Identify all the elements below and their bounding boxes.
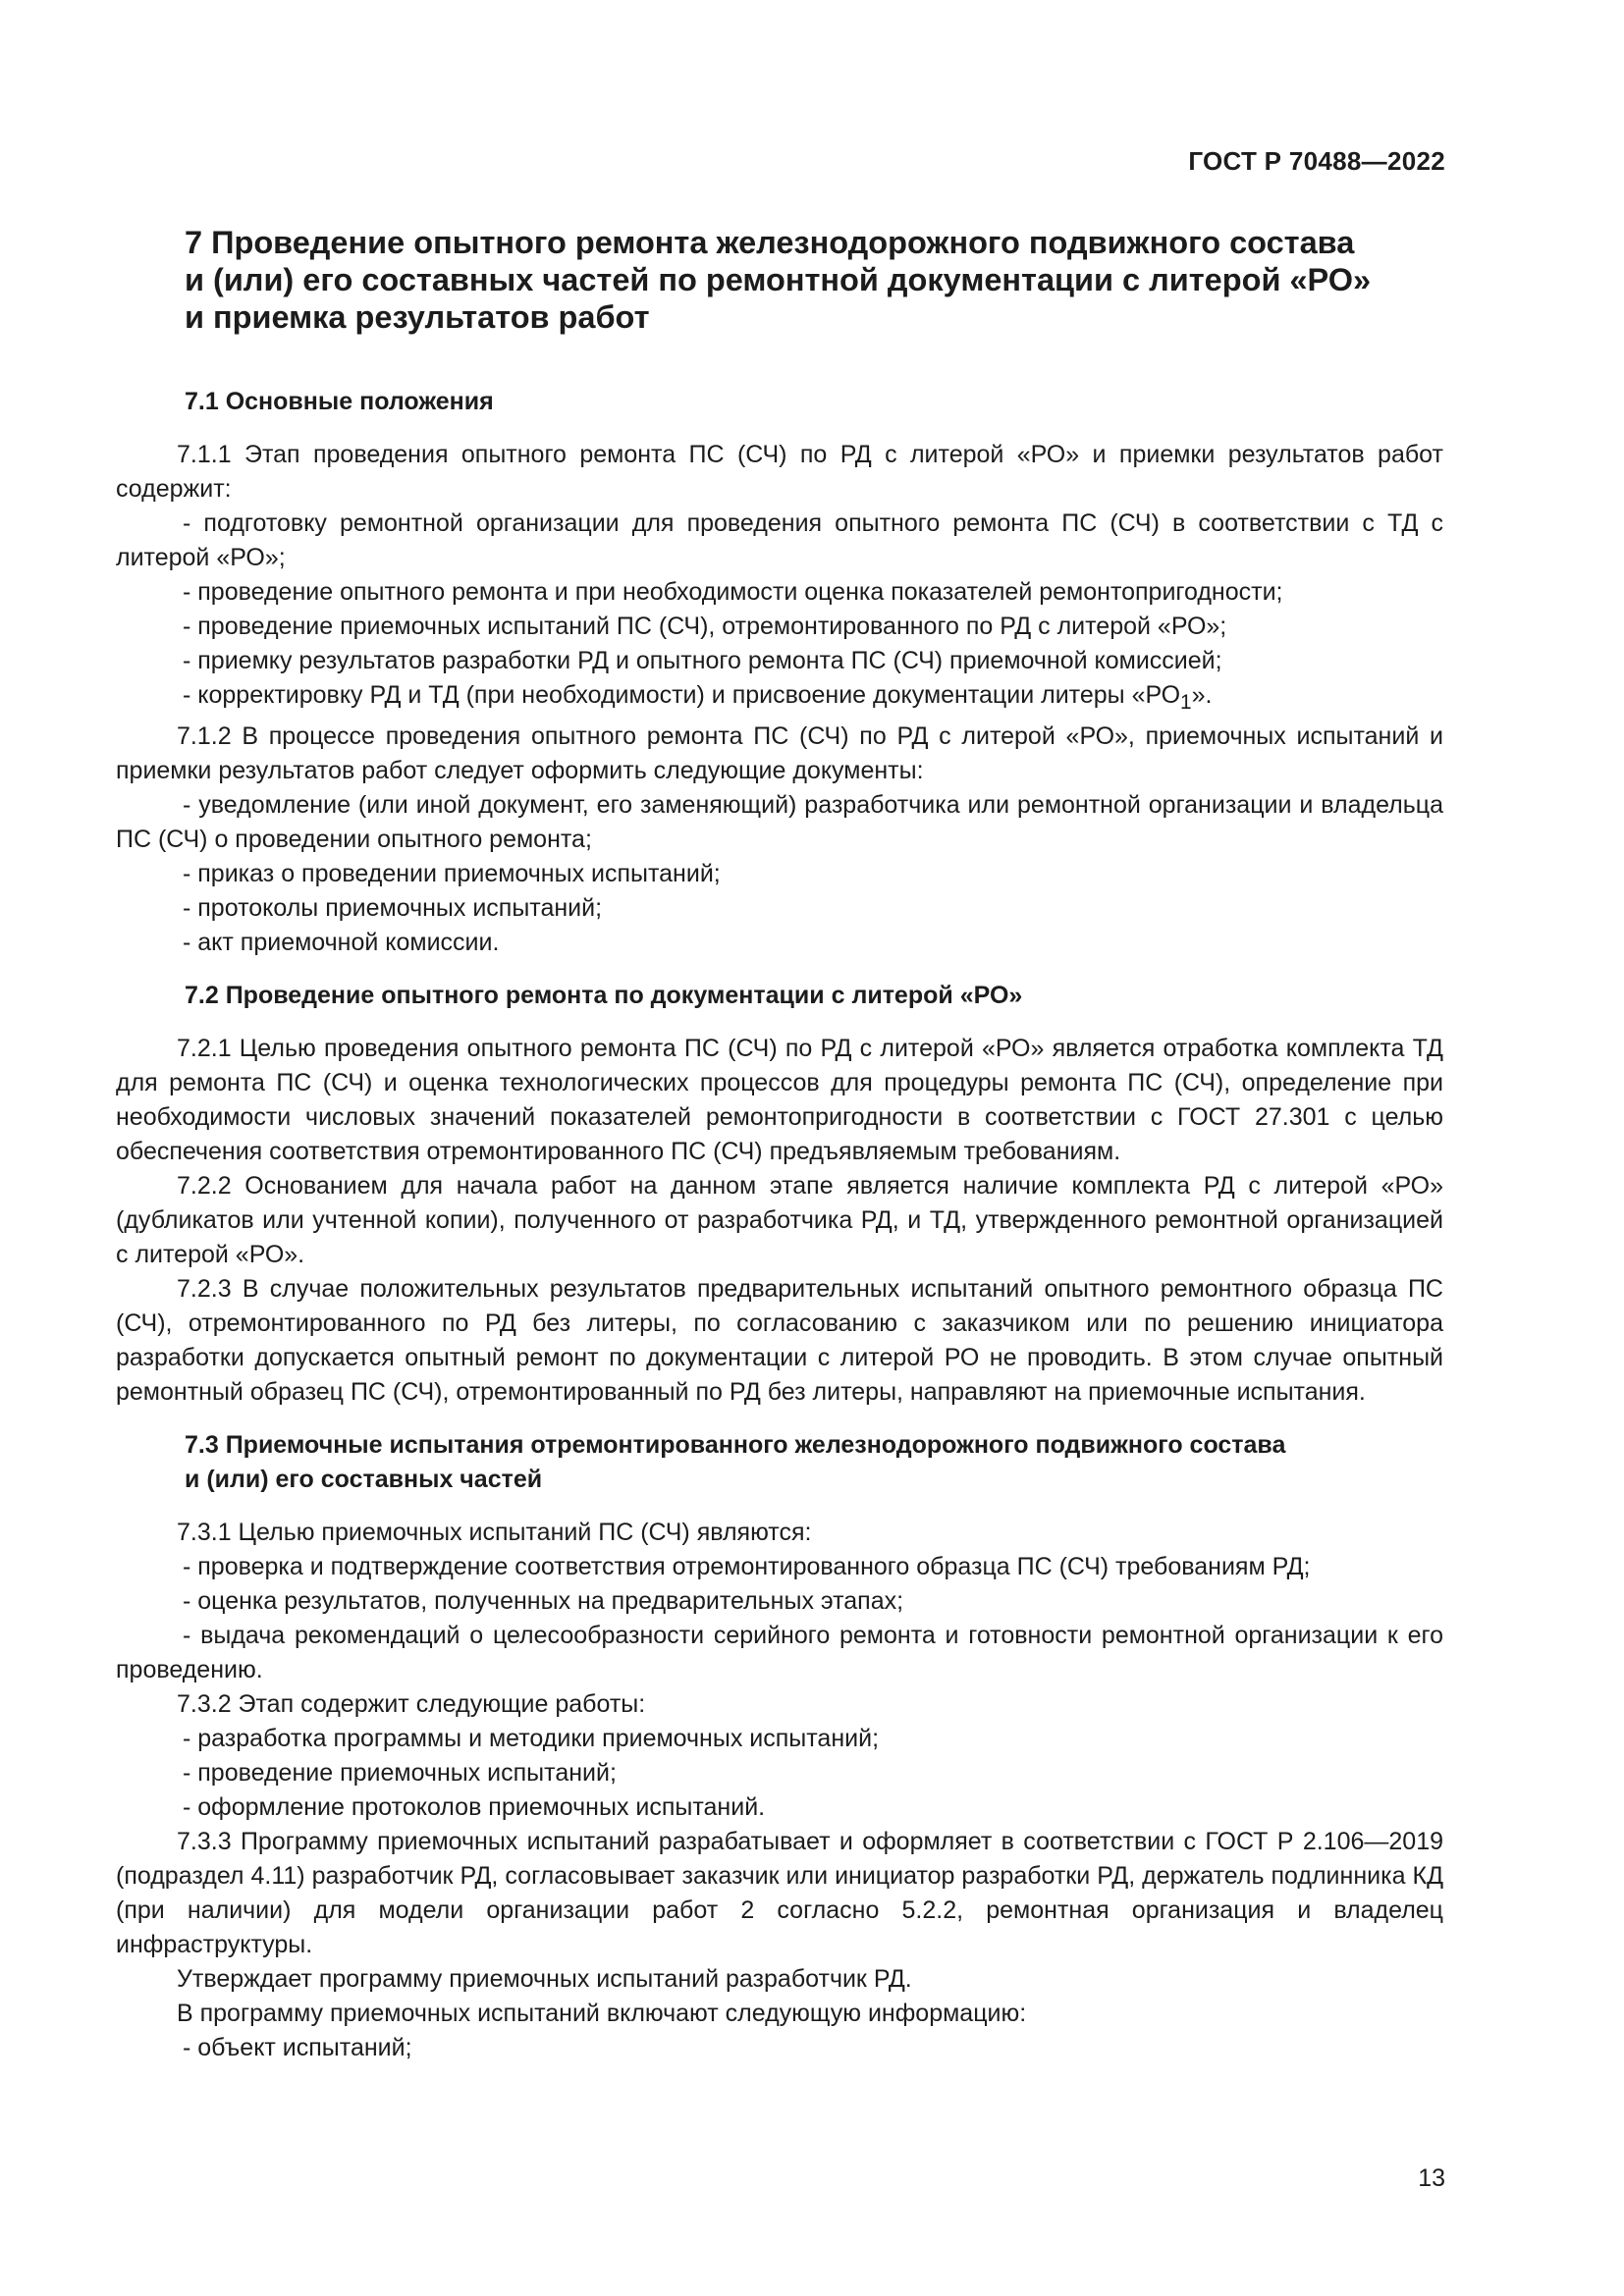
list-item: - проведение опытного ремонта и при необходимости оценка показателей ремонтопригодности; [183,578,1283,606]
literal-subscript: 1 [1180,691,1192,714]
paragraph-7-3-1: 7.3.1 Целью приемочных испытаний ПС (СЧ) являются: [177,1519,812,1546]
document-code-header: ГОСТ Р 70488—2022 [1188,146,1445,176]
section-heading-7-2: 7.2 Проведение опытного ремонта по документации с литерой «РО» [185,982,1023,1009]
list-item: - уведомление (или иной документ, его заменяющий) разработчика или ремонтной организации и владельца ПС (СЧ) о проведении опытного ремонта; [116,791,1443,853]
paragraph-7-3-3: 7.3.3 Программу приемочных испытаний разрабатывает и оформляет в соответствии с ГОСТ Р 2.106—2019 (подраздел 4.11) разработчик РД, согласовывает заказчик или инициатор разработки РД, держатель подлинника КД (при наличии) для модели организации работ 2 согласно 5.2.2, ремонтная организация и владелец инфраструктуры. [116,1828,1443,1958]
list-item: - оценка результатов, полученных на предварительных этапах; [183,1587,904,1615]
section-heading-line: 7.3 Приемочные испытания отремонтированного железнодорожного подвижного состава [185,1431,1286,1459]
list-item-text: - корректировку РД и ТД (при необходимости) и присвоение документации литеры «РО [183,681,1181,709]
list-item: - проведение приемочных испытаний; [183,1759,617,1787]
section-heading-7-3 [116,1428,1443,1497]
page-number: 13 [1418,2164,1445,2192]
paragraph-program-content: В программу приемочных испытаний включают следующую информацию: [177,2000,1027,2027]
list-item: - выдача рекомендаций о целесообразности серийного ремонта и готовности ремонтной организации к его проведению. [116,1622,1443,1683]
paragraph-7-1-1: 7.1.1 Этап проведения опытного ремонта ПС (СЧ) по РД с литерой «РО» и приемки результатов работ содержит: [116,441,1443,503]
list-item: - протоколы приемочных испытаний; [183,894,603,922]
list-item: - объект испытаний; [183,2034,412,2061]
section-heading-line: и (или) его составных частей [185,1466,543,1493]
paragraph-approval: Утверждает программу приемочных испытаний разработчик РД. [177,1965,912,1993]
list-item: - акт приемочной комиссии. [183,929,500,956]
page-content [116,224,1443,2065]
list-item: - приказ о проведении приемочных испытаний; [183,860,721,887]
section-heading-7-1: 7.1 Основные положения [185,388,494,415]
list-item: - оформление протоколов приемочных испытаний. [183,1793,766,1821]
list-item: - разработка программы и методики приемочных испытаний; [183,1725,880,1752]
paragraph-7-2-1: 7.2.1 Целью проведения опытного ремонта ПС (СЧ) по РД с литерой «РО» является отработка комплекта ТД для ремонта ПС (СЧ) и оценка технологических процессов для процедуры ремонта ПС (СЧ), определение при необходимости числовых значений показателей ремонтопригодности в соответствии с ГОСТ 27.301 с целью обеспечения соответствия отремонтированного ПС (СЧ) предъявляемым требованиям. [116,1035,1443,1165]
paragraph-7-2-3: 7.2.3 В случае положительных результатов предварительных испытаний опытного ремонтного образца ПС (СЧ), отремонтированного по РД без литеры, по согласованию с заказчиком или по решению инициатора разработки допускается опытный ремонт по документации с литерой РО не проводить. В этом случае опытный ремонтный образец ПС (СЧ), отремонтированный по РД без литеры, направляют на приемочные испытания. [116,1275,1443,1406]
chapter-title-line: и (или) его составных частей по ремонтной документации с литерой «РО» [185,262,1372,297]
list-item [116,678,1443,720]
list-item: - проведение приемочных испытаний ПС (СЧ), отремонтированного по РД с литерой «РО»; [183,613,1227,640]
list-item: - приемку результатов разработки РД и опытного ремонта ПС (СЧ) приемочной комиссией; [183,647,1222,674]
list-item: - подготовку ремонтной организации для проведения опытного ремонта ПС (СЧ) в соответствии с ТД с литерой «РО»; [116,509,1443,571]
paragraph-7-1-2: 7.1.2 В процессе проведения опытного ремонта ПС (СЧ) по РД с литерой «РО», приемочных испытаний и приемки результатов работ следует оформить следующие документы: [116,722,1443,784]
chapter-title [185,224,1443,336]
list-item: - проверка и подтверждение соответствия отремонтированного образца ПС (СЧ) требованиям РД; [183,1553,1311,1580]
paragraph-7-2-2: 7.2.2 Основанием для начала работ на данном этапе является наличие комплекта РД с литерой «РО» (дубликатов или учтенной копии), полученного от разработчика РД, и ТД, утвержденного ремонтной организацией с литерой «РО». [116,1172,1443,1268]
chapter-title-line: и приемка результатов работ [185,299,650,335]
list-item-suffix: ». [1191,681,1213,709]
chapter-title-line: 7 Проведение опытного ремонта железнодорожного подвижного состава [185,225,1355,260]
paragraph-7-3-2: 7.3.2 Этап содержит следующие работы: [177,1690,646,1718]
